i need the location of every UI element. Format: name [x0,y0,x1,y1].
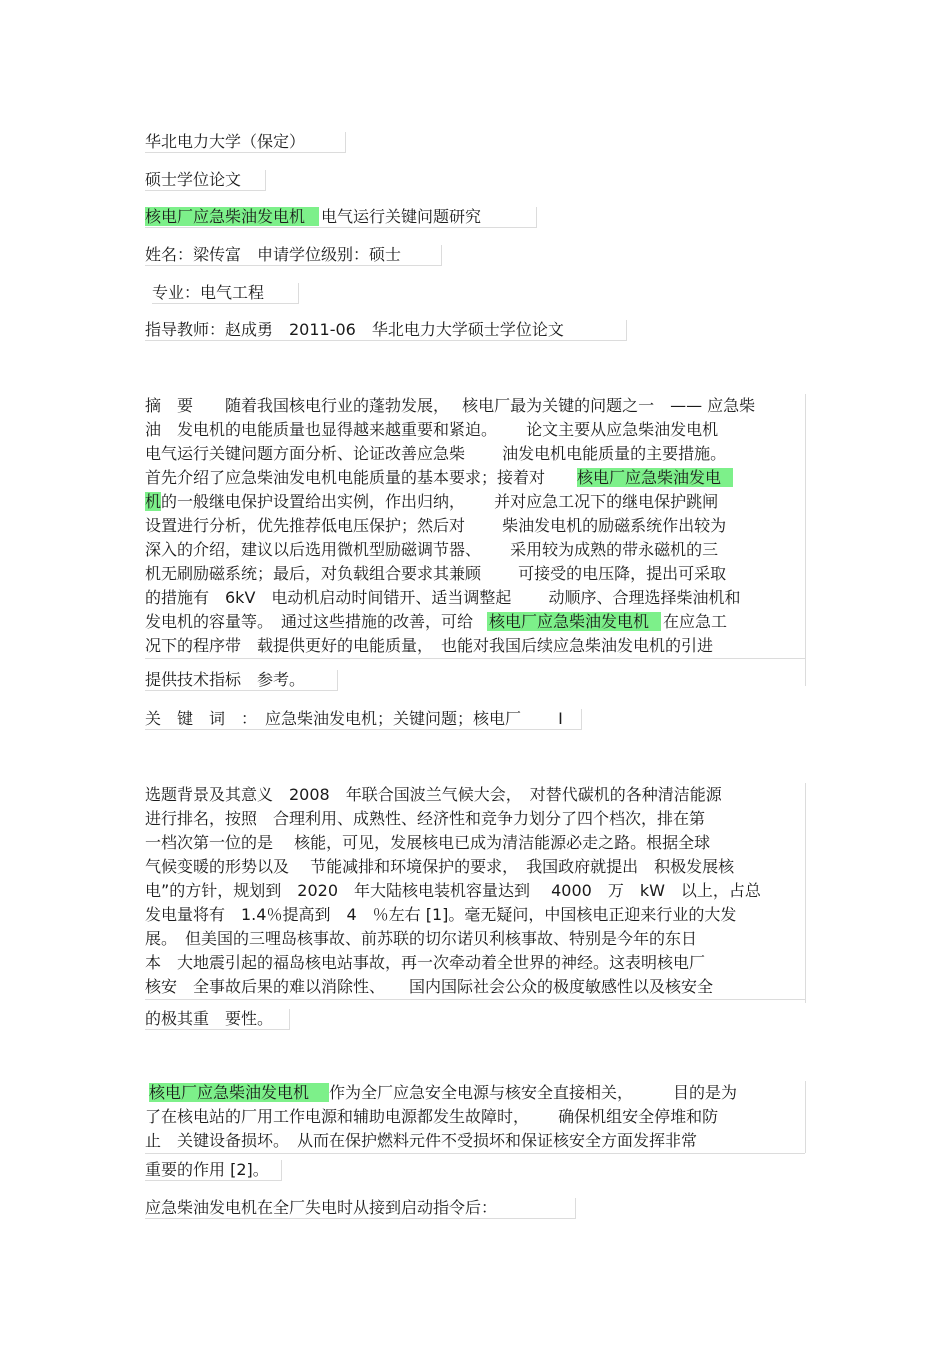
abstract-highlight: 核电厂应急柴油发电机 [487,612,661,631]
name-text: 姓名：梁传富 申请学位级别：硕士 [145,245,402,264]
abstract-text: 提供技术指标 参考。 [145,670,306,689]
final-line [145,1198,576,1219]
abstract-row: 机无刷励磁系统；最后，对负载组合要求其兼顾 可接受的电压降，提出可采取 [145,564,727,583]
degree-text: 硕士学位论文 [145,170,242,189]
abstract-row: 的措施有 6kV 电动机启动时间错开、适当调整起 动顺序、合理选择柴油机和 [145,588,741,607]
role-row: 止 关键设备损坏。 从而在保护燃料元件不受损坏和保证核安全方面发挥非常 [145,1129,805,1154]
background-row: 发电量将有 1.4％提高到 4 ％左右 [1]。毫无疑问，中国核电正迎来行业的大发 [145,905,737,924]
role-block [145,1081,806,1153]
role-text: 作为全厂应急安全电源与核安全直接相关， 目的是为 [329,1083,738,1102]
abstract-text: 首先介绍了应急柴油发电机电能质量的基本要求；接着对 [145,468,578,487]
role-row [145,1081,805,1105]
background-text: 的极其重 要性。 [145,1009,274,1028]
university-text: 华北电力大学（保定） [145,132,306,151]
abstract-row [145,490,805,514]
abstract-highlight: 机 [145,492,162,511]
abstract-row: 摘 要 随着我国核电行业的蓬勃发展， 核电厂最为关键的问题之一 —— 应急柴 [145,396,756,415]
background-row: 展。 但美国的三哩岛核事故、前苏联的切尔诺贝利核事故、特别是今年的东日 [145,929,698,948]
abstract-text: 在应急工 [663,612,728,631]
keywords-line [145,709,582,730]
abstract-highlight: 核电厂应急柴油发电 [577,468,733,487]
role-highlight: 核电厂应急柴油发电机 [149,1083,329,1102]
degree-line [145,170,266,191]
background-row: 电”的方针，规划到 2020 年大陆核电装机容量达到 4000 万 kW 以上，占总 [145,881,761,900]
university-line [145,132,346,153]
final-text: 应急柴油发电机在全厂失电时从接到启动指令后： [145,1198,498,1217]
advisor-text: 指导教师：赵成勇 2011-06 华北电力大学硕士学位论文 [145,320,564,339]
background-row: 进行排名，按照 合理利用、成熟性、经济性和竞争力划分了四个档次，排在第 [145,809,706,828]
abstract-text: 的一般继电保护设置给出实例，作出归纳， 并对应急工况下的继电保护跳闸 [161,492,719,511]
abstract-row: 油 发电机的电能质量也显得越来越重要和紧迫。 论文主要从应急柴油发电机 [145,420,719,439]
background-row: 选题背景及其意义 2008 年联合国波兰气候大会， 对替代碳机的各种清洁能源 [145,785,722,804]
abstract-row: 况下的程序带 载提供更好的电能质量， 也能对我国后续应急柴油发电机的引进 [145,634,805,659]
keywords-text: 关 键 词 ： 应急柴油发电机；关键问题；核电厂 I [145,709,563,728]
background-row: 一档次第一位的是 核能，可见，发展核电已成为清洁能源必走之路。根据全球 [145,833,711,852]
background-last-line [145,1009,290,1030]
major-line [152,283,299,304]
background-row: 核安 全事故后果的难以消除性、 国内国际社会公众的极度敏感性以及核安全 [145,975,805,1000]
abstract-row [145,466,805,490]
abstract-row [145,610,805,634]
abstract-row: 电气运行关键问题方面分析、论证改善应急柴 油发电机电能质量的主要措施。 [145,444,727,463]
abstract-text: 发电机的容量等。 通过这些措施的改善，可给 [145,612,474,631]
title-line [145,207,537,228]
background-block [145,783,806,1003]
advisor-line [145,320,627,341]
background-row: 本 大地震引起的福岛核电站事故，再一次牵动着全世界的神经。这表明核电厂 [145,953,706,972]
role-text: 重要的作用 [2]。 [145,1160,269,1179]
title-rest: 电气运行关键问题研究 [321,207,482,226]
background-row: 气候变暖的形势以及 节能减排和环境保护的要求， 我国政府就提出 积极发展核 [145,857,735,876]
role-last-line [145,1160,282,1181]
abstract-last-line [145,670,338,691]
name-line [145,245,442,266]
role-row: 了在核电站的厂用工作电源和辅助电源都发生故障时， 确保机组安全停堆和防 [145,1107,719,1126]
abstract-row: 设置进行分析，优先推荐低电压保护；然后对 柴油发电机的励磁系统作出较为 [145,516,727,535]
major-text: 专业：电气工程 [152,283,265,302]
abstract-row: 深入的介绍，建议以后选用微机型励磁调节器、 采用较为成熟的带永磁机的三 [145,540,719,559]
abstract-block [145,394,806,686]
title-highlight: 核电厂应急柴油发电机 [145,207,319,226]
